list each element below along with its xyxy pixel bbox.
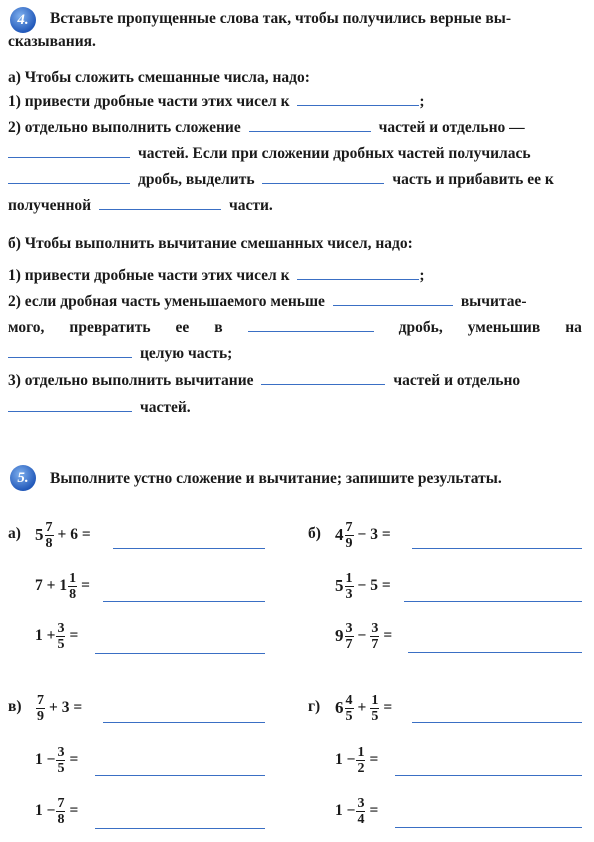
line-text: в bbox=[214, 319, 223, 336]
line-text: часть и прибавить ее к bbox=[392, 171, 554, 188]
task-number-badge bbox=[8, 463, 38, 493]
answer-line[interactable] bbox=[95, 653, 265, 654]
denominator: 3 bbox=[345, 586, 353, 602]
fill-blank[interactable] bbox=[249, 130, 371, 132]
answer-line[interactable] bbox=[404, 601, 582, 602]
whole-number: 5 bbox=[335, 576, 344, 595]
part-a-intro: а) Чтобы сложить смешанные числа, надо: bbox=[8, 69, 310, 86]
whole-part: 7 + 1 bbox=[35, 577, 68, 594]
part-a-line5 bbox=[8, 196, 273, 216]
line-text: полученной bbox=[8, 197, 92, 214]
fill-blank[interactable] bbox=[333, 304, 453, 306]
fraction bbox=[56, 796, 65, 827]
whole-number: 6 bbox=[335, 698, 344, 717]
numerator: 3 bbox=[371, 620, 379, 636]
fill-blank[interactable] bbox=[262, 182, 384, 184]
numerator: 3 bbox=[57, 744, 65, 760]
line-text: ее bbox=[175, 319, 190, 336]
answer-line[interactable] bbox=[103, 601, 265, 602]
fraction bbox=[356, 796, 365, 827]
numerator: 1 bbox=[345, 570, 353, 586]
denominator: 5 bbox=[345, 708, 353, 724]
whole-part: 1 − bbox=[335, 802, 356, 819]
part-b-line4 bbox=[8, 344, 232, 364]
line-text: 2) если дробная часть уменьшаемого меньше bbox=[8, 293, 325, 310]
answer-line[interactable] bbox=[95, 828, 265, 829]
answer-line[interactable] bbox=[395, 775, 582, 776]
numerator: 1 bbox=[69, 570, 77, 586]
numerator: 3 bbox=[345, 620, 353, 636]
operator: − bbox=[357, 627, 367, 644]
denominator: 5 bbox=[371, 708, 379, 724]
part-a-line2 bbox=[8, 118, 525, 138]
expression-v2 bbox=[35, 740, 78, 780]
numerator: 1 bbox=[357, 744, 365, 760]
part-b-line2 bbox=[8, 292, 527, 312]
line-text: 1) привести дробные части этих чисел к bbox=[8, 93, 290, 110]
expression-a3 bbox=[35, 616, 78, 656]
fraction bbox=[370, 693, 379, 724]
expression-g3 bbox=[335, 791, 378, 831]
numerator: 1 bbox=[371, 692, 379, 708]
answer-line[interactable] bbox=[412, 548, 582, 549]
line-text: мого, bbox=[8, 319, 45, 336]
denominator: 9 bbox=[37, 708, 44, 724]
equals-sign: = bbox=[69, 802, 79, 819]
group-label-g: г) bbox=[308, 698, 321, 715]
part-b-intro: б) Чтобы выполнить вычитание смешанных чисел, надо: bbox=[8, 235, 413, 252]
numerator: 7 bbox=[345, 519, 353, 535]
fraction bbox=[56, 745, 65, 776]
whole-part: 1 − bbox=[35, 751, 56, 768]
fill-blank[interactable] bbox=[8, 356, 132, 358]
fill-blank[interactable] bbox=[8, 182, 130, 184]
line-text: частей и отдельно bbox=[393, 372, 521, 389]
denominator: 8 bbox=[69, 586, 77, 602]
part-b-line1 bbox=[8, 266, 425, 286]
expression-g1 bbox=[335, 688, 392, 728]
expression-v1 bbox=[35, 688, 82, 728]
line-text: частей. Если при сложении дробных частей получилась bbox=[138, 145, 531, 162]
expression-b2 bbox=[335, 566, 391, 606]
operator: + bbox=[357, 699, 367, 716]
semicolon: ; bbox=[419, 267, 425, 284]
fill-blank[interactable] bbox=[297, 278, 419, 280]
line-text: частей и отдельно — bbox=[378, 119, 525, 136]
answer-line[interactable] bbox=[103, 722, 265, 723]
denominator: 8 bbox=[45, 535, 53, 551]
expression-b3 bbox=[335, 616, 392, 656]
denominator: 5 bbox=[57, 760, 65, 776]
numerator: 7 bbox=[37, 692, 44, 708]
denominator: 9 bbox=[345, 535, 353, 551]
whole-part: 1 + bbox=[35, 627, 56, 644]
line-text: на bbox=[565, 319, 582, 336]
whole-number: 9 bbox=[335, 626, 344, 645]
answer-line[interactable] bbox=[95, 775, 265, 776]
numerator: 3 bbox=[57, 620, 65, 636]
equals-sign: = bbox=[383, 699, 393, 716]
fraction bbox=[345, 520, 354, 551]
equals-sign: = bbox=[69, 751, 79, 768]
line-text: частей. bbox=[140, 399, 191, 416]
fraction bbox=[370, 621, 379, 652]
operator: + 3 = bbox=[49, 699, 83, 716]
line-text: 1) привести дробные части этих чисел к bbox=[8, 267, 290, 284]
line-text: вычитае- bbox=[460, 293, 527, 310]
part-b-line3 bbox=[8, 318, 582, 338]
answer-line[interactable] bbox=[113, 548, 265, 549]
group-label-b: б) bbox=[308, 525, 321, 542]
part-a-line3 bbox=[8, 144, 531, 164]
fraction bbox=[68, 571, 77, 602]
fraction bbox=[345, 571, 354, 602]
fraction bbox=[345, 693, 354, 724]
task-title: Выполните устно сложение и вычитание; запишите результаты. bbox=[50, 470, 502, 487]
numerator: 3 bbox=[357, 795, 365, 811]
whole-number: 4 bbox=[335, 525, 344, 544]
denominator: 7 bbox=[345, 636, 353, 652]
line-text: части. bbox=[228, 197, 273, 214]
part-b-line6 bbox=[8, 398, 191, 418]
answer-line[interactable] bbox=[395, 827, 582, 828]
fraction bbox=[36, 693, 45, 724]
equals-sign: = bbox=[383, 627, 393, 644]
whole-part: 1 − bbox=[35, 802, 56, 819]
part-a-line1 bbox=[8, 92, 425, 112]
task-title-line2: сказывания. bbox=[8, 33, 96, 50]
whole-part: 1 − bbox=[335, 751, 356, 768]
fill-blank[interactable] bbox=[8, 156, 130, 158]
fraction bbox=[56, 621, 65, 652]
answer-line[interactable] bbox=[412, 722, 582, 723]
group-label-v: в) bbox=[8, 698, 22, 715]
line-text: превратить bbox=[69, 319, 151, 336]
numerator: 7 bbox=[57, 795, 65, 811]
line-text: дробь, выделить bbox=[138, 171, 255, 188]
fill-blank[interactable] bbox=[297, 104, 419, 106]
equals-sign: = bbox=[81, 577, 90, 594]
line-text: уменьшив bbox=[467, 319, 541, 336]
task-number-badge bbox=[8, 5, 38, 35]
fill-blank[interactable] bbox=[261, 383, 385, 385]
numerator: 7 bbox=[45, 519, 53, 535]
expression-a2 bbox=[35, 566, 90, 606]
part-a-line4 bbox=[8, 170, 554, 190]
fraction bbox=[345, 621, 354, 652]
semicolon: ; bbox=[419, 93, 425, 110]
line-text: дробь, bbox=[398, 319, 443, 336]
expression-v3 bbox=[35, 791, 78, 831]
line-text: 3) отдельно выполнить вычитание bbox=[8, 372, 254, 389]
task-number: 4. bbox=[17, 12, 29, 28]
equals-sign: = bbox=[69, 627, 79, 644]
denominator: 7 bbox=[371, 636, 379, 652]
answer-line[interactable] bbox=[408, 652, 582, 653]
expression-a1 bbox=[35, 515, 91, 555]
operator: − 5 = bbox=[357, 577, 391, 594]
part-b-line5 bbox=[8, 371, 520, 391]
fraction bbox=[45, 520, 54, 551]
numerator: 4 bbox=[345, 692, 353, 708]
fill-blank[interactable] bbox=[8, 410, 132, 412]
operator: + 6 = bbox=[57, 526, 91, 543]
whole-number: 5 bbox=[35, 525, 44, 544]
task-number: 5. bbox=[17, 470, 29, 486]
task-title-line1: Вставьте пропущенные слова так, чтобы получились верные вы- bbox=[50, 10, 512, 27]
fill-blank[interactable] bbox=[248, 330, 374, 332]
denominator: 5 bbox=[57, 636, 65, 652]
fraction bbox=[356, 745, 365, 776]
line-text: целую часть; bbox=[140, 345, 233, 362]
equals-sign: = bbox=[369, 751, 379, 768]
line-text: 2) отдельно выполнить сложение bbox=[8, 119, 241, 136]
fill-blank[interactable] bbox=[99, 208, 221, 210]
equals-sign: = bbox=[369, 802, 379, 819]
denominator: 4 bbox=[357, 811, 365, 827]
operator: − 3 = bbox=[357, 526, 391, 543]
group-label-a: а) bbox=[8, 525, 21, 542]
denominator: 8 bbox=[57, 811, 65, 827]
denominator: 2 bbox=[357, 760, 365, 776]
expression-g2 bbox=[335, 740, 378, 780]
expression-b1 bbox=[335, 515, 391, 555]
